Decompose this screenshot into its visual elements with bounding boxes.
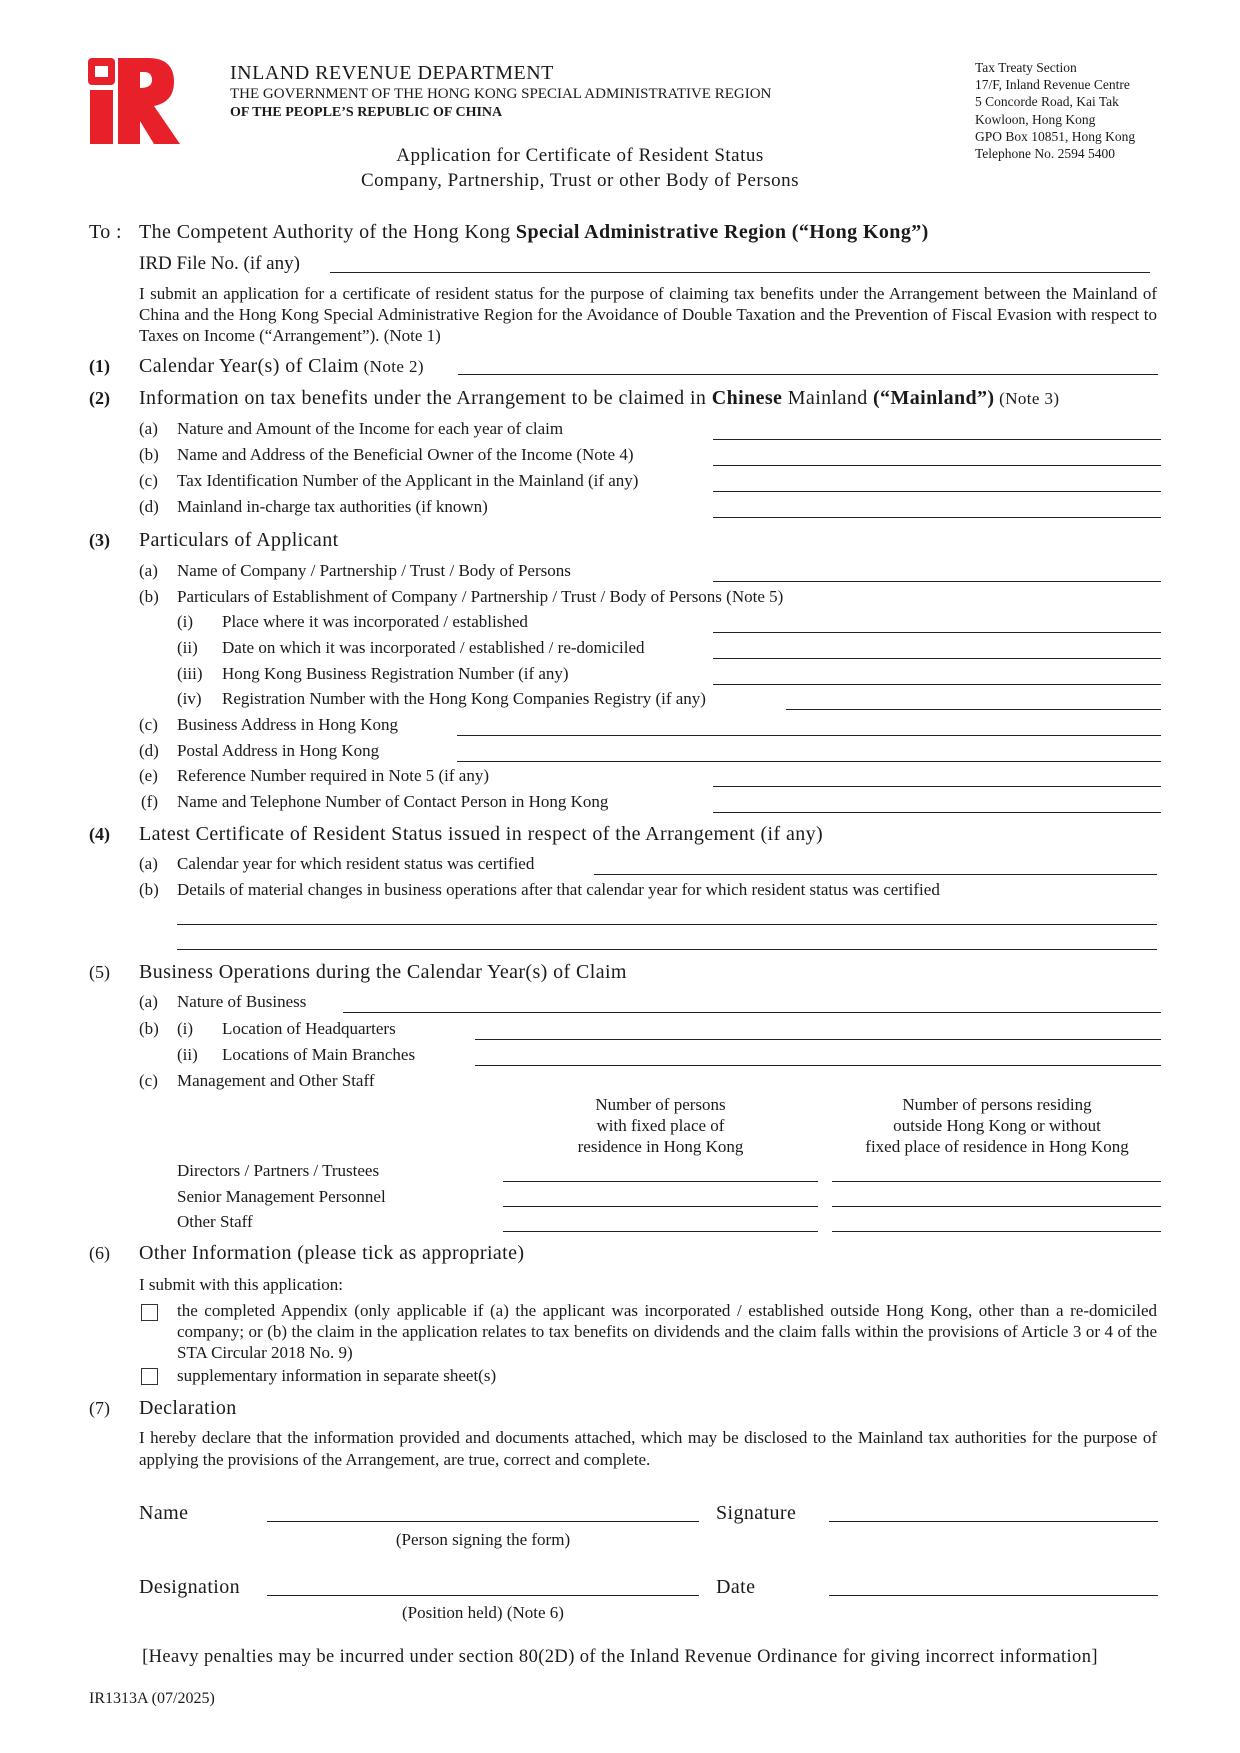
s4-title: Latest Certificate of Resident Status issued in respect of the Arrangement (if any)	[139, 823, 824, 845]
s3-c-letter: (c)	[139, 715, 158, 734]
cr-number-field[interactable]	[786, 709, 1161, 710]
title-line2: Company, Partnership, Trust or other Body of Persons	[360, 170, 800, 191]
s4-num: (4)	[89, 824, 110, 844]
s3-b-ii-roman: (ii)	[177, 638, 198, 657]
s5-b-letter: (b)	[139, 1019, 159, 1038]
s2-c-label: Tax Identification Number of the Applicant in the Mainland (if any)	[177, 471, 639, 490]
staff-row-directors: Directors / Partners / Trustees	[177, 1161, 380, 1180]
s5-b-i-label: Location of Headquarters	[222, 1019, 396, 1038]
recipient-part-b: Special Administrative Region (“Hong Kong”)	[515, 221, 929, 243]
col1-line: with fixed place of	[596, 1116, 725, 1135]
postal-address-field[interactable]	[457, 761, 1161, 762]
s5-a-label: Nature of Business	[177, 992, 307, 1011]
signature-field[interactable]	[829, 1521, 1158, 1522]
staff-row-other: Other Staff	[177, 1212, 253, 1231]
directors-hk-field[interactable]	[503, 1181, 818, 1182]
dept-name: INLAND REVENUE DEPARTMENT	[230, 62, 554, 84]
s5-title: Business Operations during the Calendar Year(s) of Claim	[139, 961, 627, 983]
s3-b-label: Particulars of Establishment of Company / Partnership / Trust / Body of Persons (Note 5)	[177, 587, 784, 606]
contact-person-field[interactable]	[713, 812, 1161, 813]
material-changes-field[interactable]	[177, 924, 1157, 925]
col1-line: Number of persons	[595, 1095, 726, 1114]
s4-b-letter: (b)	[139, 880, 159, 899]
file-no-label: IRD File No. (if any)	[139, 253, 300, 274]
s5-b-ii-label: Locations of Main Branches	[222, 1045, 416, 1064]
s3-num: (3)	[89, 530, 110, 550]
s2-b-letter: (b)	[139, 445, 159, 464]
s2-a-letter: (a)	[139, 419, 158, 438]
senior-non-hk-field[interactable]	[832, 1206, 1161, 1207]
supplementary-option-text: supplementary information in separate sheet(s)	[177, 1366, 497, 1385]
other-non-hk-field[interactable]	[832, 1231, 1161, 1232]
s1-num: (1)	[89, 356, 110, 376]
s2-note: (Note 3)	[994, 389, 1060, 408]
designation-field[interactable]	[267, 1595, 699, 1596]
s2-a-label: Nature and Amount of the Income for each year of claim	[177, 419, 564, 438]
s3-b-iii-roman: (iii)	[177, 664, 203, 683]
date-label: Date	[716, 1576, 756, 1598]
s4-a-letter: (a)	[139, 854, 158, 873]
s2-d-letter: (d)	[139, 497, 159, 516]
s1-title	[139, 355, 424, 378]
income-nature-field[interactable]	[713, 439, 1161, 440]
br-number-field[interactable]	[713, 684, 1161, 685]
s3-b-iv-label: Registration Number with the Hong Kong Companies Registry (if any)	[222, 689, 706, 708]
gov-line2: OF THE PEOPLE’S REPUBLIC OF CHINA	[230, 105, 503, 120]
place-incorporated-field[interactable]	[713, 632, 1161, 633]
declaration-text: I hereby declare that the information provided and documents attached, which may be disclosed to the Mainland tax authorities for the purpose of applying the provisions of the Arrangement, are true, correct and complete.	[139, 1428, 1157, 1469]
s6-num: (6)	[89, 1243, 110, 1263]
address-line: Telephone No. 2594 5400	[975, 146, 1116, 162]
staff-column-non-hk	[832, 1094, 1162, 1157]
s4-b-label: Details of material changes in business operations after that calendar year for which resident status was certified	[177, 880, 940, 899]
title-line1: Application for Certificate of Resident Status	[396, 145, 764, 166]
intro-text: I submit an application for a certificate of resident status for the purpose of claiming tax benefits under the Arrangement between the Mainland of China and the Hong Kong Special Administrative Region for the Avoidance of Double Taxation and the Prevention of Fiscal Evasion with respect to Taxes on Income (“Arrangement”). (Note 1)	[139, 284, 1157, 345]
file-no-field[interactable]	[330, 272, 1150, 273]
s3-f-label: Name and Telephone Number of Contact Person in Hong Kong	[177, 792, 609, 811]
s4-a-label: Calendar year for which resident status was certified	[177, 854, 535, 873]
s3-b-iii-label: Hong Kong Business Registration Number (if any)	[222, 664, 569, 683]
s3-f-letter: (f)	[141, 792, 158, 811]
designation-hint: (Position held) (Note 6)	[402, 1603, 564, 1622]
office-address	[975, 59, 1135, 162]
address-line: Tax Treaty Section	[975, 60, 1077, 75]
s3-a-label: Name of Company / Partnership / Trust / Body of Persons	[177, 561, 571, 580]
beneficial-owner-field[interactable]	[713, 465, 1161, 466]
staff-row-senior: Senior Management Personnel	[177, 1187, 386, 1206]
s3-c-label: Business Address in Hong Kong	[177, 715, 399, 734]
s5-c-letter: (c)	[139, 1071, 158, 1090]
other-hk-field[interactable]	[503, 1231, 818, 1232]
s1-title-text: Calendar Year(s) of Claim	[139, 355, 359, 377]
form-title	[250, 143, 910, 193]
directors-non-hk-field[interactable]	[832, 1181, 1161, 1182]
s5-b-i-roman: (i)	[177, 1019, 194, 1038]
ird-logo	[88, 58, 180, 144]
s5-b-ii-roman: (ii)	[177, 1045, 198, 1064]
address-line: 17/F, Inland Revenue Centre	[975, 77, 1130, 93]
s3-b-i-label: Place where it was incorporated / established	[222, 612, 528, 631]
designation-label: Designation	[139, 1576, 241, 1598]
appendix-option-text: the completed Appendix (only applicable if (a) the applicant was incorporated / established outside Hong Kong, other than a re-domiciled company; or (b) the claim in the application relates to tax benefits on dividends and the claim falls within the provisions of Article 3 or 4 of the STA Circular 2018 No. 9)	[177, 1301, 1157, 1362]
s2-title	[139, 387, 1059, 410]
s2-title-a: Information on tax benefits under the Arrangement to be claimed in	[139, 387, 712, 409]
supplementary-checkbox[interactable]	[141, 1368, 158, 1385]
s2-title-c: Mainland	[782, 387, 873, 409]
senior-hk-field[interactable]	[503, 1206, 818, 1207]
signatory-name-field[interactable]	[267, 1521, 699, 1522]
penalty-notice: [Heavy penalties may be incurred under section 80(2D) of the Inland Revenue Ordinance for giving incorrect information]	[142, 1647, 1098, 1667]
s2-title-b: Chinese	[711, 387, 783, 409]
recipient-part-a: The Competent Authority of the Hong Kong	[139, 221, 516, 243]
s6-title: Other Information (please tick as appropriate)	[139, 1242, 525, 1264]
s3-b-i-roman: (i)	[177, 612, 194, 631]
s6-lead: I submit with this application:	[139, 1275, 343, 1294]
certified-year-field[interactable]	[594, 874, 1157, 875]
nature-of-business-field[interactable]	[343, 1012, 1161, 1013]
s5-a-letter: (a)	[139, 992, 158, 1011]
s3-a-letter: (a)	[139, 561, 158, 580]
address-line: GPO Box 10851, Hong Kong	[975, 128, 1136, 144]
form-code: IR1313A (07/2025)	[89, 1690, 215, 1707]
s1-note: (Note 2)	[358, 357, 424, 376]
s3-b-ii-label: Date on which it was incorporated / established / re-domiciled	[222, 638, 645, 657]
calendar-year-field[interactable]	[458, 374, 1158, 375]
s3-e-letter: (e)	[139, 766, 158, 785]
name-label: Name	[139, 1502, 189, 1524]
address-line: 5 Concorde Road, Kai Tak	[975, 94, 1119, 110]
date-field[interactable]	[829, 1595, 1158, 1596]
s5-num: (5)	[89, 962, 110, 982]
s3-d-label: Postal Address in Hong Kong	[177, 741, 380, 760]
name-hint: (Person signing the form)	[395, 1530, 571, 1549]
col2-line: outside Hong Kong or without	[893, 1116, 1101, 1135]
headquarters-field[interactable]	[475, 1039, 1161, 1040]
reference-number-field[interactable]	[713, 786, 1161, 787]
s3-title: Particulars of Applicant	[139, 529, 339, 551]
col2-line: Number of persons residing	[902, 1095, 1092, 1114]
main-branches-field[interactable]	[475, 1065, 1161, 1066]
s5-c-label: Management and Other Staff	[177, 1071, 375, 1090]
staff-column-hk	[503, 1094, 818, 1157]
business-address-field[interactable]	[457, 735, 1161, 736]
s2-num: (2)	[89, 388, 110, 408]
appendix-checkbox[interactable]	[141, 1304, 158, 1321]
s7-title: Declaration	[139, 1397, 237, 1419]
recipient	[139, 221, 929, 244]
address-line: Kowloon, Hong Kong	[975, 111, 1096, 127]
signature-label: Signature	[716, 1502, 797, 1524]
date-incorporated-field[interactable]	[713, 658, 1161, 659]
s2-title-d: (“Mainland”)	[873, 387, 995, 409]
s3-b-iv-roman: (iv)	[177, 689, 202, 708]
applicant-name-field[interactable]	[713, 581, 1161, 582]
s3-b-letter: (b)	[139, 587, 159, 606]
mainland-tin-field[interactable]	[713, 491, 1161, 492]
s3-d-letter: (d)	[139, 741, 159, 760]
s7-num: (7)	[89, 1398, 110, 1418]
s2-c-letter: (c)	[139, 471, 158, 490]
s2-d-label: Mainland in-charge tax authorities (if known)	[177, 497, 488, 516]
material-changes-field[interactable]	[177, 949, 1157, 950]
tax-authority-field[interactable]	[713, 517, 1161, 518]
col1-line: residence in Hong Kong	[577, 1137, 744, 1156]
col2-line: fixed place of residence in Hong Kong	[865, 1137, 1129, 1156]
s3-e-label: Reference Number required in Note 5 (if any)	[177, 766, 490, 785]
to-prefix: To :	[89, 221, 122, 243]
s2-b-label: Name and Address of the Beneficial Owner of the Income (Note 4)	[177, 445, 634, 464]
gov-line1: THE GOVERNMENT OF THE HONG KONG SPECIAL ADMINISTRATIVE REGION	[230, 86, 772, 102]
